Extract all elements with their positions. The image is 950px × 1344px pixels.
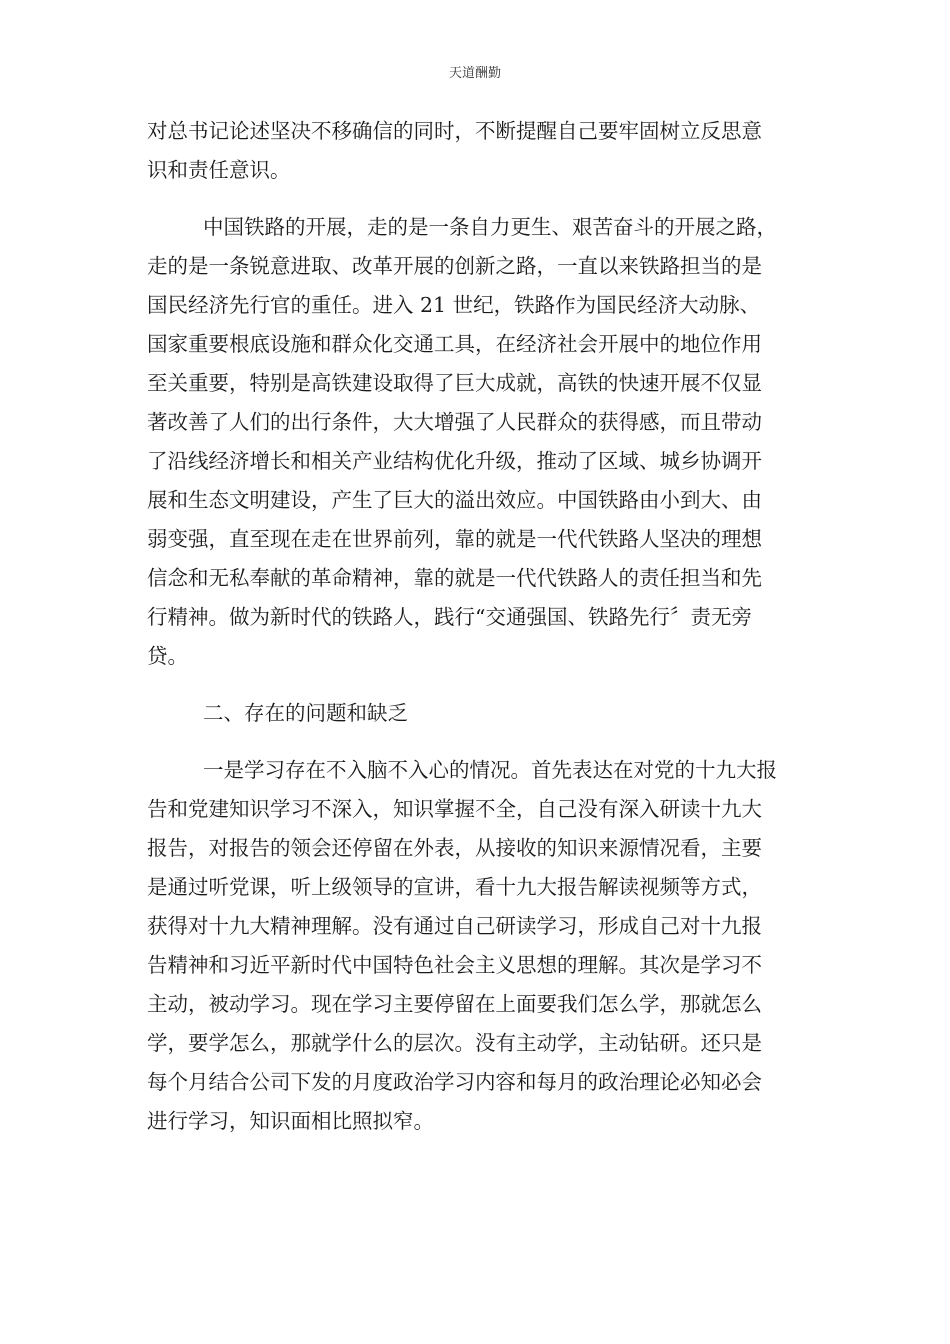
text-line: 贷。 [147, 644, 188, 668]
text-line: 主动，被动学习。现在学习主要停留在上面要我们怎么学，那就怎么 [147, 992, 762, 1016]
text-line: 至关重要，特别是高铁建设取得了巨大成就，高铁的快速开展不仅显 [147, 371, 762, 395]
text-line: 告和党建知识学习不深入，知识掌握不全，自己没有深入研读十九大 [147, 797, 762, 821]
page-header: 天道酬勤 [448, 66, 501, 81]
text-line: 报告，对报告的领会还停留在外表，从接收的知识来源情况看，主要 [147, 836, 762, 860]
text-line: 一是学习存在不入脑不入心的情况。首先表达在对党的十九大报 [203, 758, 777, 782]
text-line: 信念和无私奉献的革命精神，靠的就是一代代铁路人的责任担当和先 [147, 566, 762, 590]
text-line: 展和生态文明建设，产生了巨大的溢出效应。中国铁路由小到大、由 [147, 488, 762, 512]
document-body [147, 112, 807, 1141]
text-line: 了沿线经济增长和相关产业结构优化升级，推动了区域、城乡协调开 [147, 449, 762, 473]
text-line: 中国铁路的开展，走的是一条自力更生、艰苦奋斗的开展之路， [203, 215, 777, 239]
paragraph-1 [147, 112, 807, 190]
heading-text: 二、存在的问题和缺乏 [203, 701, 408, 725]
text-line: 国家重要根底设施和群众化交通工具，在经济社会开展中的地位作用 [147, 332, 762, 356]
text-line: 走的是一条锐意进取、改革开展的创新之路，一直以来铁路担当的是 [147, 254, 762, 278]
text-line: 每个月结合公司下发的月度政治学习内容和每月的政治理论必知必会 [147, 1070, 762, 1094]
text-line: 获得对十九大精神理解。没有通过自己研读学习，形成自己对十九报 [147, 914, 762, 938]
text-line: 行精神。做为新时代的铁路人，践行“交通强国、铁路先行〞责无旁 [147, 605, 752, 629]
text-line: 是通过听党课，听上级领导的宣讲，看十九大报告解读视频等方式， [147, 875, 762, 899]
text-line: 学，要学怎么，那就学什么的层次。没有主动学，主动钻研。还只是 [147, 1031, 762, 1055]
text-line: 弱变强，直至现在走在世界前列，靠的就是一代代铁路人坚决的理想 [147, 527, 762, 551]
text-line: 识和责任意识。 [147, 158, 291, 182]
text-line: 对总书记论述坚决不移确信的同时，不断提醒自己要牢固树立反思意 [147, 119, 762, 143]
paragraph-4 [147, 751, 807, 1141]
paragraph-2 [147, 208, 807, 676]
text-line: 告精神和习近平新时代中国特色社会主义思想的理解。其次是学习不 [147, 953, 762, 977]
section-heading [147, 694, 807, 733]
text-line: 著改善了人们的出行条件，大大增强了人民群众的获得感，而且带动 [147, 410, 762, 434]
text-line: 国民经济先行官的重任。进入 21 世纪，铁路作为国民经济大动脉、 [147, 293, 761, 317]
text-line: 进行学习，知识面相比照拟窄。 [147, 1109, 434, 1133]
